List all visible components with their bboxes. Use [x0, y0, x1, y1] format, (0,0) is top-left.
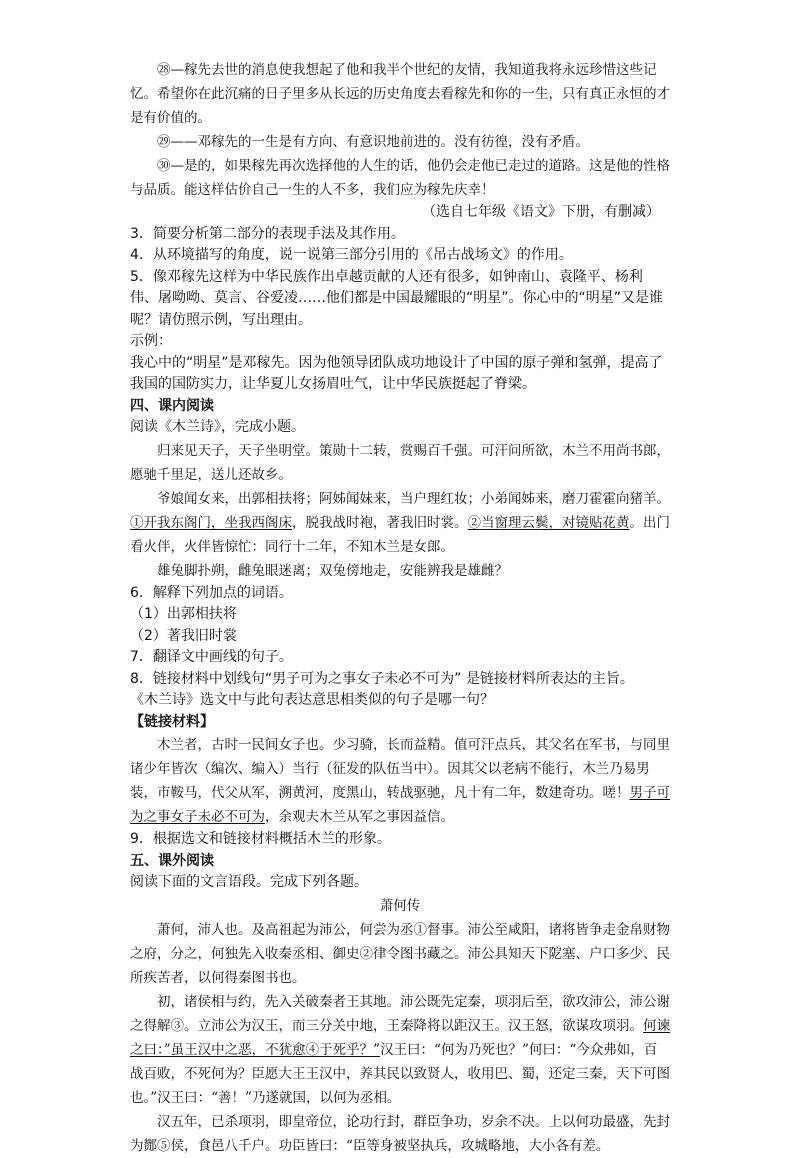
question-9: 9．根据选文和链接材料概括木兰的形象。	[130, 831, 391, 847]
section-4-heading: 四、课内阅读	[130, 397, 214, 414]
section-5-heading: 五、课外阅读	[130, 852, 214, 869]
link-material	[130, 733, 670, 829]
poem-text: 。出门看火伴，火伴皆惊忙：同行十二年，不知木兰是女郎。	[130, 514, 670, 555]
link-text: 木兰者，古时一民间女子也。少习骑，长而益精。值可汗点兵，其父名在军书，与同里诸少年皆次（编次、编入）当行（征发的队伍当中）。因其父以老病不能行，木兰乃易男装，市鞍马，代父从军，溯黄河，度黑山，转战驱驰，凡十有二年，数建奇功。嗟！	[130, 737, 670, 801]
questions-part-a	[130, 224, 670, 396]
underlined-sentence-1: ①开我东阁门，坐我西阁床	[130, 514, 292, 531]
example-label: 示例：	[130, 333, 172, 349]
example-text: 我心中的“明星”是邓稼先。因为他领导团队成功地设计了中国的原子弹和氢弹，提高了我国的国防实力，让华夏儿女扬眉吐气，让中华民族挺起了脊梁。	[130, 354, 663, 392]
link-text: ，余观夫木兰从军之事因益信。	[265, 809, 454, 825]
paragraph-28: ㉘—稼先去世的消息使我想起了他和我半个世纪的友情，我知道我将永远珍惜这些记忆。希望你在此沉痛的日子里多从长远的历史角度去看稼先和你的一生，只有真正永恒的才是有价值的。	[130, 62, 670, 126]
question-8-line-2: 《木兰诗》选文中与此句表达意思相类似的句子是哪一句？	[130, 692, 494, 708]
poem-paragraph-2	[130, 487, 670, 559]
paragraph-30: ㉚—是的，如果稼先再次选择他的人生的话，他仍会走他已走过的道路。这是他的性格与品质。能这样估价自己一生的人不多，我们应为稼先庆幸！	[130, 158, 670, 198]
link-material-label: 【链接材料】	[130, 713, 214, 730]
underlined-thesis: 男子可为之事女子未必不可为	[130, 785, 670, 825]
poem-paragraph-1: 归来见天子，天子坐明堂。策勋十二转，赏赐百千强。可汗问所欲，木兰不用尚书郎，愿驰千里足，送儿还故乡。	[130, 442, 670, 483]
poem-text: ，脱我战时袍，著我旧时裳。	[292, 514, 468, 531]
paragraph-29: ㉙——邓稼先的一生是有方向、有意识地前进的。没有彷徨，没有矛盾。	[157, 134, 589, 150]
question-3: 3．简要分析第二部分的表现手法及其作用。	[130, 225, 405, 242]
underlined-sentence: 何谏之曰：”虽王汉中之恶，不犹愈④于死乎？”	[130, 1017, 670, 1058]
question-6: 6．解释下列加点的词语。	[130, 584, 293, 601]
poem-text: 爷娘闻女来，出郭相扶将；阿姊闻妹来，当户理红妆；小弟闻姊来，磨刀霍霍向猪羊。	[157, 490, 670, 507]
question-7: 7．翻译文中画线的句子。	[130, 649, 293, 665]
question-6-2: （2）著我旧时裳	[130, 627, 237, 644]
source-note: （选自七年级《语文》下册，有删减）	[422, 204, 660, 220]
question-4: 4．从环境描写的角度，说一说第三部分引用的《吊古战场文》的作用。	[130, 247, 573, 263]
question-5: 5．像邓稼先这样为中华民族作出卓越贡献的人还有很多，如钟南山、袁隆平、杨利伟、屠呦呦、莫言、谷爱凌……他们都是中国最耀眼的“明星”。你心中的“明星”又是谁呢？请仿照示例，写出理由。	[130, 268, 664, 328]
passage-paragraph-2	[130, 990, 670, 1110]
link-material-text	[130, 733, 670, 829]
document-page	[130, 58, 670, 1158]
passage-paragraph-1: 萧何，沛人也。及高祖起为沛公，何尝为丞①督事。沛公至咸阳，诸将皆争走金帛财物之府，分之，何独先入收秦丞相、御史②律令图书藏之。沛公具知天下阸塞、户口多少、民所疾苦者，以何得秦图书也。	[130, 921, 670, 986]
underlined-sentence-2: ②当窗理云鬓，对镜贴花黄	[467, 514, 630, 531]
passage-paragraph-3: 汉五年，已杀项羽，即皇帝位，论功行封，群臣争功，岁余不决。上以何功最盛，先封为酂⑤侯，食邑八千户。功臣皆曰：“臣等身被坚执兵，攻城略地，大小各有差。	[130, 1113, 670, 1154]
memorial-excerpt	[130, 58, 670, 202]
passage-text: 汉王曰：“何为乃死也？”何曰：“今众弗如，百战百败，不死何为？臣愿大王王汉中，养其民以致贤人，收用巴、蜀，还定三秦，天下可图也。”汉王曰：“善！”乃遂就国，以何为丞相。	[130, 1041, 670, 1106]
section-5-intro: 阅读下面的文言语段。完成下列各题。	[130, 874, 368, 890]
question-8-line-1: 8．链接材料中划线句“男子可为之事女子未必不可为” 是链接材料所表达的主旨。	[130, 670, 634, 687]
mulan-poem	[130, 439, 670, 583]
passage-title: 萧何传	[379, 897, 421, 914]
questions-part-b	[130, 583, 670, 734]
question-6-1: （1）出郭相扶将	[130, 606, 237, 622]
poem-paragraph-3: 雄兔脚扑朔，雌兔眼迷离；双兔傍地走，安能辨我是雄雌？	[157, 562, 508, 579]
passage-text: 初，诸侯相与约，先入关破秦者王其地。沛公既先定秦，项羽后至，欲攻沛公，沛公谢之得解③。立沛公为汉王，而三分关中地，王秦降将以距汉王。汉王怒，欲谋攻项羽。	[130, 993, 670, 1034]
section-4-intro: 阅读《木兰诗》，完成小题。	[130, 419, 305, 435]
xiao-he-passage	[130, 918, 670, 1158]
